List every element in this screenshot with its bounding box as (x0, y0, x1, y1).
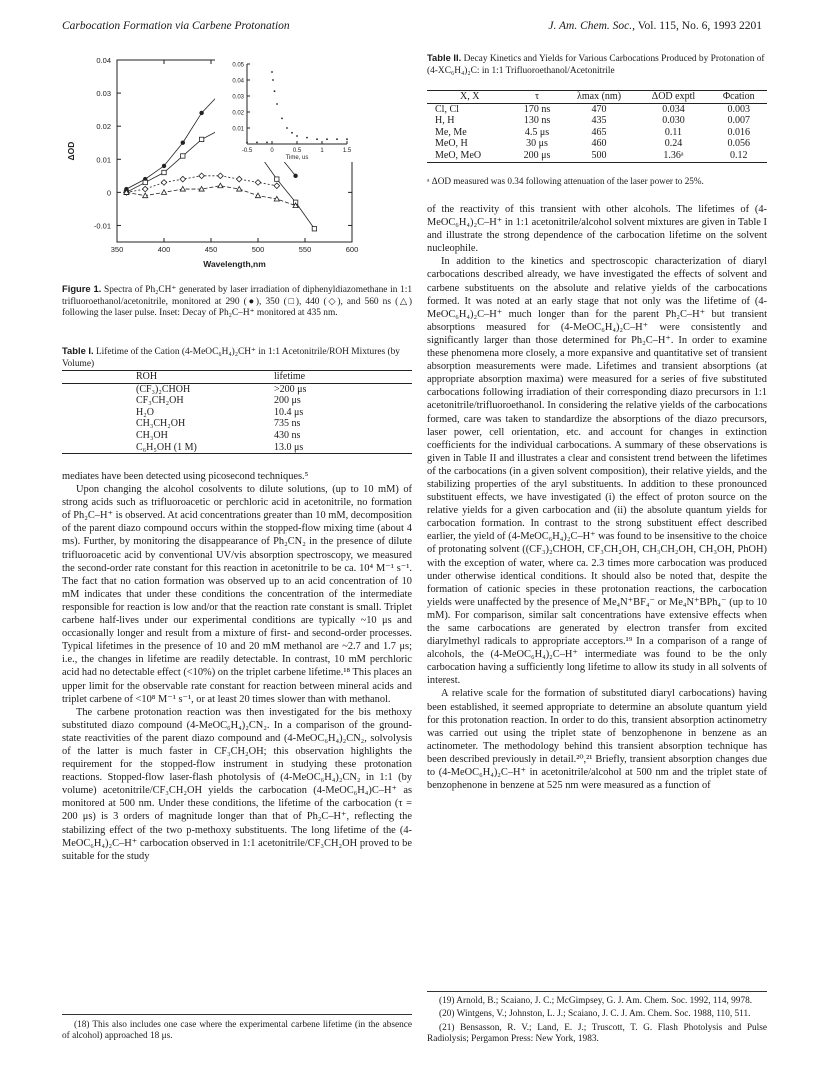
inset-data-point (336, 138, 338, 140)
left-column-body (62, 470, 412, 863)
x-tick-label: 400 (157, 245, 171, 254)
table-cell: H, H (435, 115, 455, 127)
table-row (62, 418, 412, 430)
footnote-rule-left (62, 1014, 412, 1015)
table-2-header-lambda: λmax (nm) (577, 91, 622, 102)
table-1-caption (62, 345, 412, 371)
paragraph: In addition to the kinetics and spectroscopic characterization of diaryl carbocations described already, we have investigated the effects of solvent and carbene substituents on the absolute and relative yields of the carbocations formed. It was noted at an early stage that not only was the lifetime of (4-MeOC₆H₄)₂C–H⁺ much longer than for the parent Ph₂C–H⁺ but transient absorptions measured for (4-MeOC₆H₄)₂C–H⁺ were consistently and significantly larger than those determined for Ph₂C–H⁺. In order to examine these phenomena more closely, a more expansive and quantitative set of transient absorption measurements were made. Lifetimes and transient absorptions (at appropriate absorption maxima) were measured for a series of five substituted carbocations following irradiation of their corresponding diazo precursors in 1:1 acetonitrile/trifluoroethanol. In considering the relative yields of the carbocations formed, care was taken to standardize the absorptions of the diazo precursors, laser power, cell orientation, etc. and account for changes in extinction coefficients for the individual carbocations. A summary of these observations is given in Table II and illustrates a clear and consistent trend between the lifetimes of the carbocations (in a given solvent composition), their relative yields, and the stabilizing properties of the aryl substituents. In addition to these pronounced substituent effects, we have investigated (i) the effect of proton source on the relative yields for a given carbocation and (ii) the absolute quantum yields for carbocation formation. In contrast to the strong substituent effect described earlier, the yield of (4-MeOC₆H₄)₂C–H⁺ was found to be insensitive to the choice of protonating solvent ((CF₃)₂CHOH, CF₃CH₂OH, CH₃CH₂OH, CH₃OH, PhOH) with the exception of water, where ca. 2.3 times more carbocation was produced under otherwise identical conditions. It should also be noted that, despite the formation of cationic species in these protonation reactions, the carbocation yields were unaffected by the presence of Me₄N⁺BF₄⁻ or Me₄N⁺BPh₄⁻ (up to 10 mM). For comparison, similar salt concentrations have extensive effects when the same carbocations are generated by electron transfer from excited diarylmethyl radicals to appropriate acceptors.¹⁹ In a comparison of a range of alcohols, the (4-MeOC₆H₄)₂C–H⁺ intermediate was found to be the only carbocation having a sufficiently long lifetime to allow its study in all solvents of interest. (427, 256, 767, 687)
footnote-19: (19) Arnold, B.; Scaiano, J. C.; McGimpsey, G. J. Am. Chem. Soc. 1992, 114, 9978. (439, 996, 753, 1006)
right-column-body (427, 203, 767, 792)
data-point (312, 227, 316, 231)
footnote-text: (18) This also includes one case where the experimental carbene lifetime (in the absence of alcohol) approached 18 μs. (62, 1020, 412, 1042)
series-line (126, 186, 295, 206)
table-row (427, 115, 767, 127)
table-cell: >200 μs (274, 383, 307, 395)
y-tick-label: 0.04 (96, 56, 111, 65)
table-row (62, 430, 412, 442)
inset-data-point (256, 142, 258, 144)
footnotes-right (427, 996, 767, 1048)
inset-data-point (272, 79, 274, 81)
data-point (162, 170, 166, 174)
data-point (180, 176, 186, 182)
table-cell: 170 ns (523, 103, 551, 115)
table-row (427, 138, 767, 150)
table-cell: MeO, H (435, 138, 468, 150)
table-cell: Me, Me (435, 126, 467, 138)
x-tick-label: 450 (204, 245, 218, 254)
inset-data-point (276, 103, 278, 105)
inset-y-tick-label: 0.01 (232, 126, 244, 133)
inset-y-tick-label: 0.03 (232, 94, 244, 101)
table-1-caption-text: Lifetime of the Cation (4-MeOC₆H₄)₂CH⁺ in 1:1 Acetonitrile/ROH Mixtures (by Volume) (62, 347, 400, 369)
table-cell: 0.003 (727, 103, 750, 115)
table-row (62, 383, 412, 395)
footnote-18 (62, 1020, 412, 1045)
table-row (427, 127, 767, 139)
y-tick-label: 0.02 (96, 122, 111, 132)
figure-caption-text: Spectra of Ph₂CH⁺ generated by laser irradiation of diphenyldiazomethane in 1:1 trifluoroethanol/acetonitrile, monitored at 290 (●), 350 (□), 440 (◇), and 560 ns (△) following the laser pulse. Inset: Decay of Ph₂C–H⁺ monitored at 435 nm. (62, 285, 413, 319)
data-point (199, 111, 203, 115)
table-cell: 0.24 (664, 138, 683, 150)
table-2-header-dod: ΔOD exptl (651, 91, 696, 102)
table-cell: 0.056 (727, 138, 750, 150)
data-point (181, 141, 185, 145)
table-cell: (CF₃)₂CHOH (136, 383, 191, 395)
table-2-header-tau: τ (535, 91, 540, 102)
table-2-label: Table II. (427, 52, 462, 63)
table-cell: 1.36ᵃ (663, 149, 684, 161)
footnote-21: (21) Bensasson, R. V.; Land, E. J.; Truscott, T. G. Flash Photolysis and Pulse Radiolysis; Pergamon Press: New York, 1983. (427, 1022, 767, 1045)
data-point (236, 176, 242, 182)
data-point (143, 180, 147, 184)
table-row (62, 395, 412, 407)
table-cell: CF₃CH₂OH (136, 395, 184, 407)
inset-data-point (346, 138, 348, 140)
volume-page: Vol. 115, No. 6, 1993 2201 (637, 20, 762, 32)
table-cell: 735 ns (274, 418, 301, 430)
table-2 (427, 90, 767, 163)
table-cell: 0.016 (727, 126, 750, 138)
table-cell: Cl, Cl (435, 103, 459, 115)
footnote-20: (20) Wintgens, V.; Johnston, L. J.; Scaiano, J. C. J. Am. Chem. Soc. 1988, 110, 511. (439, 1009, 751, 1020)
x-tick-label: 500 (251, 245, 265, 254)
table-cell: 500 (591, 149, 607, 161)
inset-data-point (291, 132, 293, 134)
data-point (161, 190, 166, 195)
table-2-header-phi: Φcation (722, 91, 755, 102)
inset-x-tick-label: 1 (320, 148, 324, 154)
data-point (237, 186, 242, 191)
data-point (199, 137, 203, 141)
table-2-footnote: ᵃ ΔOD measured was 0.34 following attenuation of the laser power to 25%. (427, 176, 704, 186)
paragraph: of the reactivity of this transient with other alcohols. The lifetimes of (4-MeOC₆H₄)₂C–H⁺ in 1:1 acetonitrile/alcohol solvent mixtures are given in Table I and illustrate the strong dependence of the carbocation lifetime on the solvent nucleophile. (427, 204, 767, 255)
table-cell: 435 (591, 115, 607, 127)
data-point (162, 164, 166, 168)
figure-1-caption (62, 283, 412, 320)
table-2-caption (427, 52, 767, 78)
table-cell: 465 (591, 126, 607, 138)
table-cell: CH₃OH (136, 429, 168, 441)
inset-x-axis-label: Time, us (285, 155, 309, 161)
data-point (275, 177, 279, 181)
running-header-journal (548, 20, 762, 32)
table-row (62, 442, 412, 454)
data-point (161, 180, 167, 186)
table-2-header-x: X, X (460, 91, 480, 102)
inset-data-point (286, 127, 288, 129)
table-cell: 0.030 (662, 115, 685, 127)
running-header-title: Carbocation Formation via Carbene Protonation (62, 20, 290, 32)
x-tick-label: 600 (345, 245, 359, 254)
journal-name: J. Am. Chem. Soc., (548, 20, 636, 32)
inset-y-tick-label: 0.05 (232, 62, 244, 69)
table-cell: C₆H₅OH (1 M) (136, 441, 197, 453)
inset-data-point (266, 142, 268, 144)
table-cell: 470 (591, 103, 607, 115)
table-1-label: Table I. (62, 345, 94, 356)
data-point (255, 180, 261, 186)
table-cell: 130 ns (523, 115, 551, 127)
table-2-caption-text: Decay Kinetics and Yields for Various Carbocations Produced by Protonation of (4-XC₆H₄)₂C: in 1:1 Trifluoroethanol/Acetonitrile (427, 54, 765, 76)
inset-data-point (326, 138, 328, 140)
inset-data-point (281, 118, 283, 120)
figure-1-chart (62, 52, 412, 282)
table-cell: MeO, MeO (435, 149, 482, 161)
y-tick-label: 0 (106, 188, 111, 198)
paragraph: The carbene protonation reaction was then investigated for the bis methoxy substituted diazo compound (4-MeOC₆H₄)₂CN₂. In a comparison of the ground-state reactivities of the parent diazo compound and (4-MeOC₆H₄)₂CN₂, solvolysis of the latter is much faster in CF₃CH₂OH; this observation highlights the requirement for the stopped-flow instrument in studying these protonation reactions. Stopped-flow laser-flash photolysis of (4-MeOC₆H₄)₂CN₂ in 1:1 (by volume) acetonitrile/CF₃CH₂OH yields the carbocation (4-MeOC₆H₄)C–H⁺ as monitored at 500 nm. Under these conditions, the lifetime of the carbocation (τ = 200 μs) is 3 orders of magnitude longer than that of Ph₂C–H⁺, reflecting the stabilizing effect of the two p-methoxy substituents. The long lifetime of the (4-MeOC₆H₄)₂C–H⁺ carbocation observed in 1:1 acetonitrile/CF₃CH₂OH proved to be suitable for the study (62, 706, 412, 862)
x-tick-label: 350 (110, 245, 124, 254)
data-point (181, 154, 185, 158)
y-tick-label: -0.01 (93, 221, 111, 231)
table-cell: CH₃CH₂OH (136, 418, 186, 430)
data-point (142, 186, 148, 192)
data-point (293, 174, 297, 178)
data-point (218, 183, 223, 188)
table-1-header-roh: ROH (136, 371, 158, 382)
table-1-header-row (62, 371, 412, 384)
inset-x-tick-label: 0 (270, 148, 274, 154)
table-cell: 200 μs (523, 149, 551, 161)
x-tick-label: 550 (298, 245, 312, 254)
data-point (274, 183, 280, 189)
table-row (62, 407, 412, 419)
y-axis-label: ΔOD (66, 141, 76, 161)
inset-data-point (271, 71, 273, 73)
table-cell: 430 ns (274, 429, 301, 441)
inset-x-tick-label: 1.5 (342, 148, 352, 154)
data-point (199, 173, 205, 179)
x-axis-label: Wavelength,nm (203, 259, 266, 269)
paragraph: Upon changing the alcohol cosolvents to dilute solutions, (up to 10 mM) of strong acids such as trifluoroacetic or perchloric acid in acetonitrile, no formation of Ph₂C–H⁺ is observed. At acid concentrations greater than 10 mM, decomposition of the parent diazo compound occurs within the stopped-flow mixing time (about 4 ms). Further, by monitoring the disappearance of Ph₂CN₂ in the presence of dilute trifluoroacetic acid by conventional UV/vis absorption spectroscopy, we measured the second-order rate constant for this reaction in acetonitrile to be ca. 10⁴ M⁻¹ s⁻¹. The fact that no cation formation was observed up to an acid concentration of 10 mM indicates that under these conditions the concentration of the intermediate responsible for reaction is low and/or that the reaction rate constant is small. Triplet carbene half-lives under our experimental conditions are typically ~10 μs and occasionally longer and result from a mixture of first- and second-order processes. Typical lifetimes in the presence of 10 and 20 mM methanol are ~2.7 and 1.7 μs; i.e., the changes in lifetime are readily detectable. In contrast, 10 mM perchloric acid had no detectable effect (<10%) on the triplet carbene lifetime.¹⁸ This places an upper limit for the observable rate constant for reaction between mineral acids and triplet carbene of <10⁸ M⁻¹ s⁻¹, or at least 20 times slower than with methanol. (62, 484, 412, 705)
table-cell: H₂O (136, 406, 154, 418)
data-point (218, 173, 224, 179)
figure-caption-label: Figure 1. (62, 283, 102, 294)
footnote-rule-right (427, 991, 767, 992)
table-cell: 30 μs (526, 138, 548, 150)
table-cell: 200 μs (274, 395, 301, 407)
paragraph: A relative scale for the formation of substituted diaryl carbocations) having been established, it seemed appropriate to determine an absolute quantum yield for this protonation reaction. In order to do this, transient absorption actinometry was carried out using the triplet state of benzophenone in benzene as an actinometer. The methodology behind this transient absorption technique has been described previously in detail.²⁰,²¹ Briefly, transient absorption changes due to (4-MeOC₆H₄)₂C–H⁺ in acetonitrile/alcohol at 500 nm and the triplet state of benzophenone in benzene at 525 nm were measured as a function of (427, 688, 767, 792)
y-tick-label: 0.01 (96, 155, 111, 165)
paragraph: mediates have been detected using picosecond techniques.⁵ (62, 471, 309, 482)
inset-x-tick-label: -0.5 (241, 148, 253, 154)
inset-data-point (246, 142, 248, 144)
table-cell: 4.5 μs (524, 126, 550, 138)
inset-y-tick-label: 0.04 (232, 78, 244, 85)
table-2-header-row (427, 91, 767, 104)
table-cell: 0.007 (727, 115, 750, 127)
table-cell: 0.12 (729, 149, 748, 161)
inset-data-point (306, 137, 308, 139)
table-1 (62, 370, 412, 454)
table-cell: 13.0 μs (274, 441, 304, 453)
inset-x-tick-label: 0.5 (292, 148, 302, 154)
inset-data-point (316, 138, 318, 140)
data-point (180, 186, 185, 191)
table-cell: 10.4 μs (274, 406, 304, 418)
figure-1 (62, 52, 412, 282)
inset-y-tick-label: 0.02 (232, 110, 244, 117)
inset-data-point (296, 135, 298, 137)
inset-data-point (274, 90, 276, 92)
table-1-header-lifetime: lifetime (274, 371, 306, 382)
table-cell: 0.034 (662, 103, 685, 115)
table-row (427, 150, 767, 162)
table-cell: 460 (591, 138, 607, 150)
y-tick-label: 0.03 (96, 89, 111, 99)
table-row (427, 103, 767, 115)
table-cell: 0.11 (664, 126, 683, 138)
